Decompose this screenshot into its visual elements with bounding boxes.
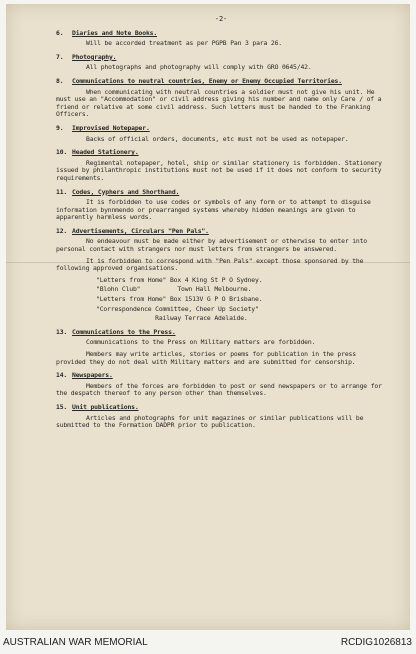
section bbox=[56, 189, 386, 222]
section-number: 10. bbox=[56, 148, 68, 157]
document-body bbox=[56, 16, 386, 436]
section-heading bbox=[56, 78, 386, 86]
section-heading bbox=[56, 228, 386, 236]
section-paragraph: It is forbidden to correspond with "Pen Pals" except those sponsored by the following approved organisations. bbox=[56, 256, 364, 273]
section-number: 13. bbox=[56, 327, 68, 336]
footer-record-id: RCDIG1026813 bbox=[340, 637, 412, 648]
section bbox=[56, 228, 386, 323]
section bbox=[56, 54, 386, 72]
section-paragraph: Articles and photographs for unit magazines or similar publications will be submitted to the Formation DADPR prior to publication. bbox=[56, 413, 364, 430]
section-number: 12. bbox=[56, 226, 68, 235]
section-paragraph: Will be accorded treatment as per PGPB Pan 3 para 26. bbox=[86, 39, 282, 48]
section bbox=[56, 329, 386, 366]
section-paragraph: Backs of official orders, documents, etc must not be used as notepaper. bbox=[86, 134, 349, 143]
section-title: Photography. bbox=[72, 52, 117, 61]
section-paragraph: Members of the forces are forbidden to post or send newspapers or to arrange for the despatch thereof to any person other than themselves. bbox=[56, 381, 382, 398]
archive-footer bbox=[0, 630, 416, 654]
section bbox=[56, 149, 386, 182]
section-heading bbox=[56, 329, 386, 337]
section-title: Advertisements, Circulars "Pen Pals". bbox=[72, 226, 209, 235]
section-heading bbox=[56, 404, 386, 412]
section-heading bbox=[56, 54, 386, 62]
section-number: 11. bbox=[56, 187, 68, 196]
section-number: 15. bbox=[56, 402, 68, 411]
section-paragraph: It is forbidden to use codes or symbols of any form or to attempt to disguise information bynnmendo or prearranged systems whereby hidden meanings are given to apparently harmless words. bbox=[56, 198, 371, 222]
footer-institution: AUSTRALIAN WAR MEMORIAL bbox=[3, 637, 148, 648]
organisation-entry: "Blohn Club" Town Hall Melbourne. bbox=[96, 285, 252, 294]
section-number: 7. bbox=[56, 52, 64, 61]
organisation-entry: "Correspondence Committee, Cheer Up Society" bbox=[96, 304, 259, 313]
organisation-entry: "Letters from Home" Box 1513V G P O Brisbane. bbox=[96, 295, 263, 304]
section-title: Newspapers. bbox=[72, 371, 113, 380]
section bbox=[56, 404, 386, 430]
section bbox=[56, 372, 386, 398]
section-title: Headed Stationery. bbox=[72, 148, 139, 157]
section-heading bbox=[56, 372, 386, 380]
section-heading bbox=[56, 149, 386, 157]
organisation-entry: "Letters from Home" Box 4 King St P O Sydney. bbox=[96, 275, 263, 284]
section-number: 9. bbox=[56, 123, 64, 132]
section-title: Communications to neutral countries, Enemy or Enemy Occupied Territories. bbox=[72, 76, 342, 85]
section bbox=[56, 125, 386, 143]
section-paragraph: Members may write articles, stories or poems for publication in the press provided they do not deal with Military matters and are submitted for censorship. bbox=[56, 350, 356, 366]
section bbox=[56, 30, 386, 48]
section-paragraph: Communications to the Press on Military matters are forbidden. bbox=[86, 338, 316, 347]
section-title: Diaries and Note Books. bbox=[72, 28, 158, 37]
section-title: Improvised Notepaper. bbox=[72, 123, 150, 132]
section-heading bbox=[56, 125, 386, 133]
section-paragraph: Regimental notepaper, hotel, ship or similar stationery is forbidden. Stationery issued by philanthropic institutions must not be used if it does not conform to security requirements. bbox=[56, 158, 382, 182]
section-number: 14. bbox=[56, 371, 68, 380]
section-heading bbox=[56, 30, 386, 38]
section-paragraph: No endeavour must be made either by advertisement or otherwise to enter into personal contact with strangers nor must letters from strangers be answered. bbox=[56, 237, 368, 254]
organisation-entry: Railway Terrace Adelaide. bbox=[96, 314, 248, 323]
section-list bbox=[56, 30, 386, 430]
section bbox=[56, 78, 386, 119]
section-number: 6. bbox=[56, 28, 64, 37]
section-heading bbox=[56, 189, 386, 197]
section-title: Unit publications. bbox=[72, 402, 139, 411]
section-paragraph: All photographs and photography will comply with GRO 0645/42. bbox=[86, 63, 312, 72]
section-number: 8. bbox=[56, 76, 64, 85]
page-number: -2- bbox=[214, 15, 228, 23]
section-paragraph: When communicating with neutral countries a soldier must not give his unit. He must use an "Accommodation" or civil address giving his number and name only Care / of a friend or relative at some civil address. Such letters must be handed to the Franking Officers. bbox=[56, 87, 382, 119]
section-title: Communications to the Press. bbox=[72, 327, 176, 336]
section-title: Codes, Cyphers and Shorthand. bbox=[72, 187, 180, 196]
